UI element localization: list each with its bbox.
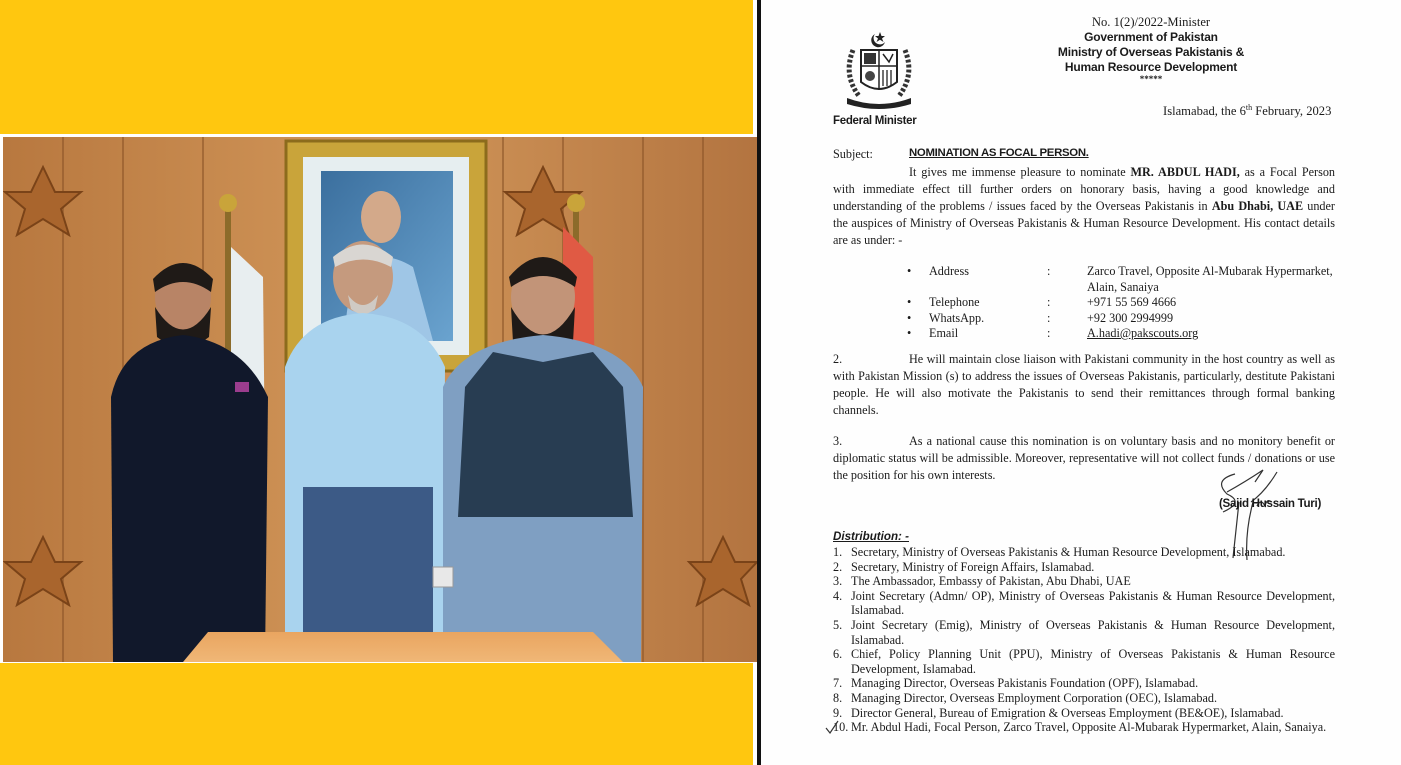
signatory-name: (Sajid Hussain Turi)	[1219, 497, 1322, 510]
item-number: 3.	[833, 574, 843, 589]
emblem-caption: Federal Minister	[833, 115, 917, 127]
distribution-item	[833, 720, 1335, 735]
state-emblem-icon	[833, 30, 925, 114]
distribution-item	[833, 676, 1335, 691]
contact-row-telephone: • Telephone : +971 55 569 4666	[907, 295, 1347, 311]
ministry-line-1: Ministry of Overseas Pakistanis &	[1057, 45, 1245, 59]
distribution-item	[833, 706, 1335, 721]
item-number: 10.	[833, 720, 849, 735]
contact-row-email: • Email : A.hadi@pakscouts.org	[907, 326, 1347, 342]
distribution-item	[833, 589, 1335, 618]
reference-number: No. 1(2)/2022-Minister	[1091, 15, 1211, 29]
wall-socket	[433, 567, 453, 587]
contact-value: +971 55 569 4666	[1087, 295, 1177, 309]
contact-row-address: • Address : Zarco Travel, Opposite Al-Mubarak Hypermarket, Alain, Sanaiya	[907, 264, 1333, 294]
header-stars: *****	[1139, 74, 1163, 84]
subject-label: Subject:	[833, 147, 873, 161]
item-number: 2.	[833, 559, 843, 574]
date-prefix: Islamabad, the 6	[1163, 104, 1246, 119]
item-text: The Ambassador, Embassy of Pakistan, Abu Dhabi, UAE	[851, 574, 1131, 589]
item-text: Mr. Abdul Hadi, Focal Person, Zarco Travel, Opposite Al-Mubarak Hypermarket, Alain, Sanaiya.	[851, 720, 1327, 735]
contact-value: +92 300 2994999	[1087, 310, 1174, 325]
contact-label: Address	[929, 264, 969, 278]
contact-separator: :	[1047, 310, 1051, 325]
item-number: 6.	[833, 647, 843, 662]
para1-text-a: It gives me immense pleasure to nominate	[909, 165, 1131, 179]
nominee-location: Abu Dhabi, UAE	[1211, 199, 1304, 213]
item-text: Managing Director, Overseas Employment Corporation (OEC), Islamabad.	[851, 690, 1218, 705]
contact-label: Email	[929, 326, 959, 340]
paragraph-text: He will maintain close liaison with Pakistani community in the host country as well as with Pakistan Mission (s) to address the issues of Overseas Pakistanis, particularly, destitute Pakistani people. He will also motivate the Pakistanis to send their remittances through formal banking channels.	[833, 352, 1335, 417]
item-text: Joint Secretary (Emig), Ministry of Overseas Pakistanis & Human Resource Development, Islamabad.	[851, 617, 1335, 647]
email-link[interactable]: A.hadi@pakscouts.org	[1087, 326, 1199, 340]
desk	[183, 632, 623, 662]
letter-date	[1163, 103, 1331, 119]
yellow-banner-top	[0, 0, 753, 134]
ministry-line-2: Human Resource Development	[1064, 60, 1238, 74]
contact-details	[907, 264, 1347, 342]
date-ordinal: th	[1245, 103, 1253, 112]
paragraph-number: 2.	[833, 352, 843, 366]
contact-separator: :	[1047, 295, 1051, 309]
distribution-heading: Distribution: -	[833, 530, 909, 543]
item-number: 7.	[833, 676, 843, 691]
contact-label: Telephone	[929, 295, 980, 309]
item-number: 5.	[833, 617, 843, 632]
portrait-face	[361, 191, 401, 243]
nominee-name: MR. ABDUL HADI,	[1130, 165, 1240, 179]
distribution-item	[833, 618, 1335, 647]
item-number: 9.	[833, 705, 843, 720]
photo-illustration	[3, 137, 757, 662]
paragraph-1	[833, 164, 1335, 249]
paragraph-number: 3.	[833, 434, 843, 448]
distribution-item	[833, 545, 1335, 560]
letter-header	[1051, 15, 1251, 84]
item-text: Managing Director, Overseas Pakistanis Foundation (OPF), Islamabad.	[851, 676, 1199, 691]
item-text: Joint Secretary (Admn/ OP), Ministry of Overseas Pakistanis & Human Resource Development, Islamabad.	[851, 588, 1335, 618]
distribution-item	[833, 647, 1335, 676]
government-name: Government of Pakistan	[1084, 30, 1218, 44]
checkmark-icon	[825, 720, 839, 734]
distribution-item	[833, 560, 1335, 575]
contact-row-whatsapp: • WhatsApp. : +92 300 2994999	[907, 311, 1347, 327]
subject-title: NOMINATION AS FOCAL PERSON.	[909, 147, 1089, 159]
contact-separator: :	[1047, 264, 1051, 278]
yellow-banner-bottom	[0, 663, 753, 765]
item-text: Secretary, Ministry of Foreign Affairs, Islamabad.	[851, 559, 1095, 574]
contact-label: WhatsApp.	[929, 310, 985, 325]
date-suffix: February, 2023	[1252, 104, 1332, 119]
distribution-item	[833, 574, 1335, 589]
group-photo	[3, 137, 757, 662]
para1-text-c: under the auspices of Ministry of Overseas Pakistanis & Human Resource Development. His contact details are as under: -	[833, 199, 1335, 247]
distribution-list	[833, 545, 1335, 735]
item-number: 4.	[833, 588, 843, 603]
item-text: Secretary, Ministry of Overseas Pakistanis & Human Resource Development, Islamabad.	[851, 545, 1286, 559]
item-number: 8.	[833, 690, 843, 705]
item-text: Director General, Bureau of Emigration & Overseas Employment (BE&OE), Islamabad.	[851, 705, 1284, 720]
contact-separator: :	[1047, 326, 1051, 340]
official-letter	[761, 0, 1401, 765]
item-number: 1.	[833, 545, 843, 559]
paragraph-2	[833, 351, 1335, 419]
distribution-item	[833, 691, 1335, 706]
paragraph-text: As a national cause this nomination is on voluntary basis and no monitory benefit or diplomatic status will be admissible. Moreover, representative will not collect funds / donations or use the position for his own interests.	[833, 434, 1335, 482]
item-text: Chief, Policy Planning Unit (PPU), Ministry of Overseas Pakistanis & Human Resource Development, Islamabad.	[851, 647, 1335, 676]
contact-value-line-2: Alain, Sanaiya	[1087, 279, 1159, 294]
contact-value: Zarco Travel, Opposite Al-Mubarak Hypermarket,	[1087, 264, 1333, 278]
para1-text-b: as a Focal Person with immediate effect till further orders on honorary basis, having a good knowledge and understanding of the problems / issues faced by the Overseas Pakistanis in	[833, 165, 1336, 213]
